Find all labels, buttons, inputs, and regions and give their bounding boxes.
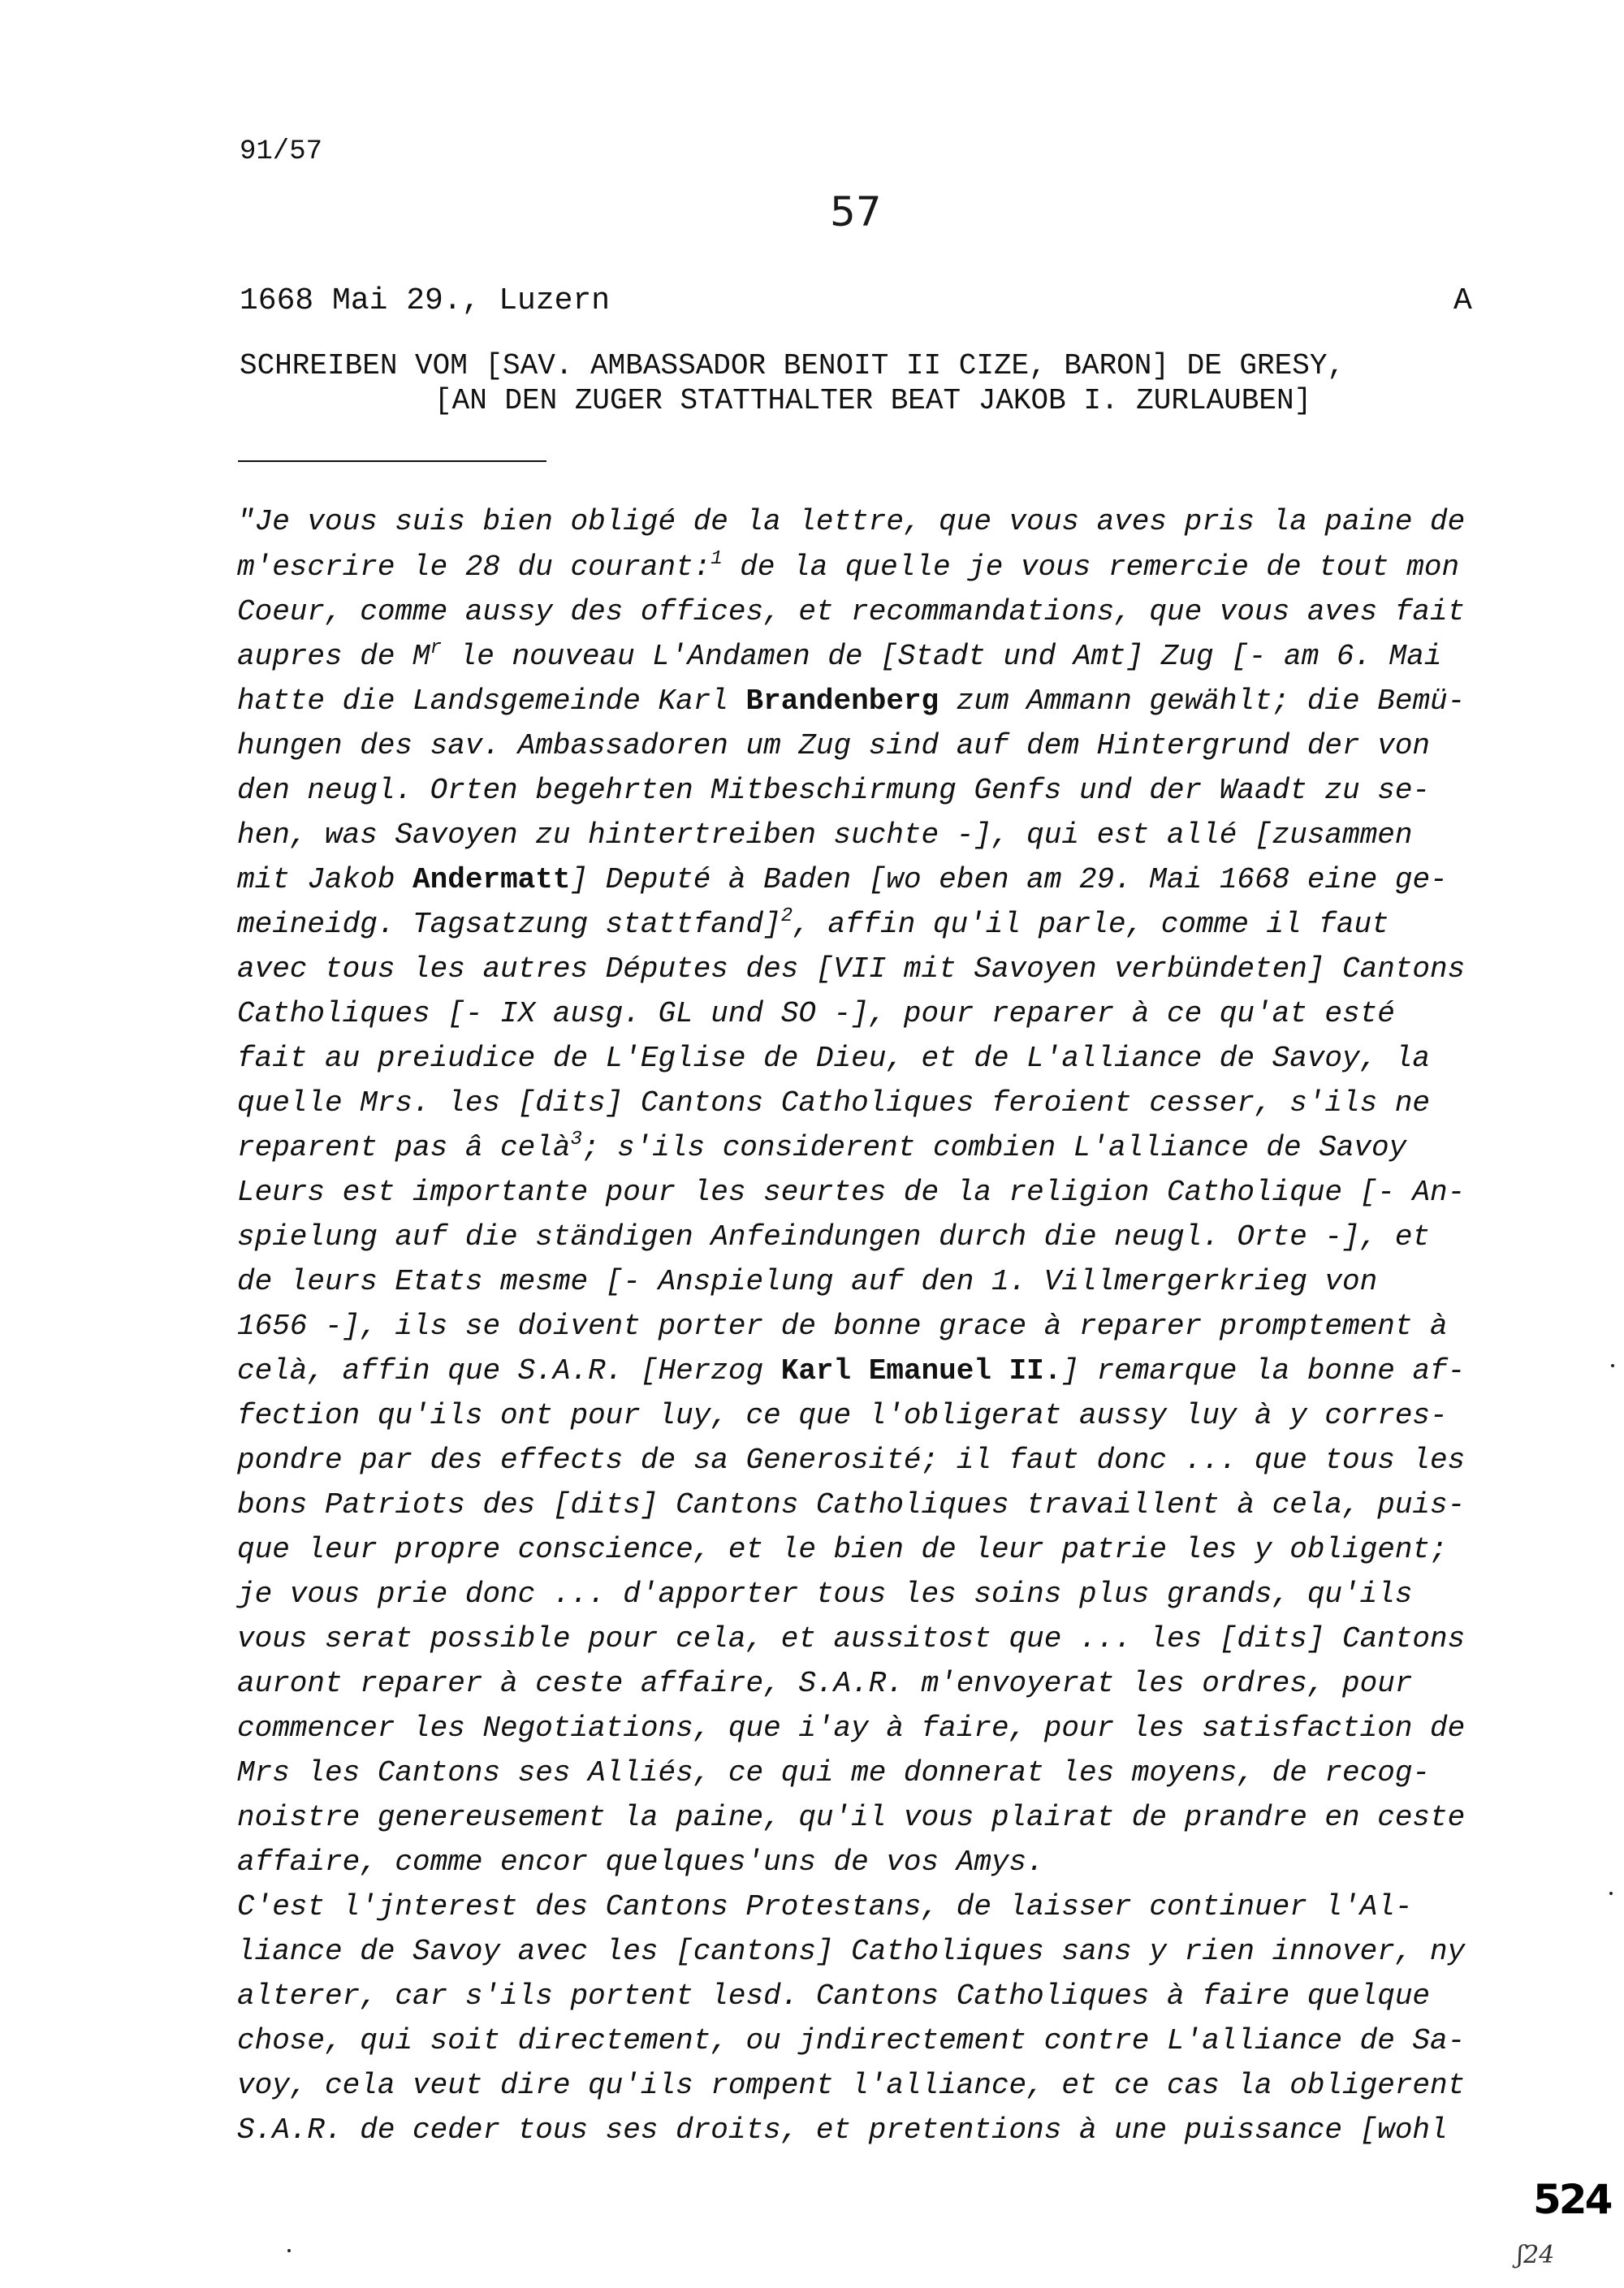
body-line: que leur propre conscience, et le bien de leur patrie les y obligent; (237, 1533, 1448, 1566)
person-name: Karl Emanuel II. (780, 1354, 1062, 1388)
body-line: 1656 -], ils se doivent porter de bonne grace à reparer promptement à (237, 1310, 1448, 1343)
body-line: m'escrire le 28 du courant:$^1$ de la quelle je vous remercie de tout mon (237, 548, 1460, 584)
date-place-line: 1668 Mai 29., Luzern (240, 283, 611, 318)
scan-speck (1609, 1892, 1613, 1895)
body-line: liance de Savoy avec les [cantons] Catholiques sans y rien innover, ny (237, 1935, 1466, 1968)
body-line: celà, affin que S.A.R. [Herzog Karl Emanuel II.] remarque la bonne af- (237, 1354, 1466, 1388)
body-line: de leurs Etats mesme [- Anspielung auf den 1. Villmergerkrieg von (237, 1265, 1378, 1298)
document-title-line-2: [AN DEN ZUGER STATTHALTER BEAT JAKOB I. ZURLAUBEN] (434, 384, 1312, 417)
archive-stamp-number: 524 (1533, 2176, 1611, 2223)
body-line: noistre genereusement la paine, qu'il vous plairat de prandre en ceste (237, 1801, 1466, 1834)
handwritten-folio-number: ʃ24 (1517, 2241, 1555, 2269)
footnote-marker: 3 (570, 1129, 582, 1150)
superscript: r (430, 637, 443, 659)
body-line: Mrs les Cantons ses Alliés, ce qui me donnerat les moyens, de recog- (237, 1756, 1431, 1789)
footnote-marker: 2 (780, 905, 793, 927)
body-line: Coeur, comme aussy des offices, et recommandations, que vous aves fait (237, 595, 1466, 628)
body-line: spielung auf die ständigen Anfeindungen durch die neugl. Orte -], et (237, 1220, 1431, 1254)
body-line: quelle Mrs. les [dits] Cantons Catholiques feroient cesser, s'ils ne (237, 1086, 1431, 1120)
body-line: Catholiques [- IX ausg. GL und SO -], pour reparer à ce qu'at esté (237, 997, 1395, 1030)
body-line: voy, cela veut dire qu'ils rompent l'alliance, et ce cas la obligerent (237, 2069, 1466, 2102)
body-line: meineidg. Tagsatzung stattfand]$^2$, affin qu'il parle, comme il faut (237, 905, 1389, 941)
body-line: pondre par des effects de sa Generosité; il faut donc ... que tous les (237, 1444, 1466, 1477)
body-line: je vous prie donc ... d'apporter tous les soins plus grands, qu'ils (237, 1578, 1413, 1611)
page-id: 91/57 (240, 136, 323, 167)
body-line: auront reparer à ceste affaire, S.A.R. m'envoyerat les ordres, pour (237, 1667, 1413, 1700)
title-divider-rule (238, 460, 546, 462)
person-name: Andermatt (412, 863, 571, 896)
body-line: hen, was Savoyen zu hintertreiben suchte -], qui est allé [zusammen (237, 818, 1413, 852)
body-line: den neugl. Orten begehrten Mitbeschirmung Genfs und der Waadt zu se- (237, 774, 1431, 807)
document-title-line-1: SCHREIBEN VOM [SAV. AMBASSADOR BENOIT II CIZE, BARON] DE GRESY, (240, 349, 1345, 382)
scan-speck (1611, 1364, 1614, 1367)
body-line: hatte die Landsgemeinde Karl Brandenberg zum Ammann gewählt; die Bemü- (237, 684, 1466, 718)
person-name: Brandenberg (745, 684, 939, 718)
body-line: avec tous les autres Députes des [VII mit Savoyen verbündeten] Cantons (237, 952, 1466, 986)
body-line: alterer, car s'ils portent lesd. Cantons Catholiques à faire quelque (237, 1979, 1431, 2013)
body-line: chose, qui soit directement, ou jndirectement contre L'alliance de Sa- (237, 2024, 1466, 2057)
body-line: affaire, comme encor quelques'uns de vos Amys. (237, 1846, 1044, 1879)
body-line: bons Patriots des [dits] Cantons Catholiques travaillent à cela, puis- (237, 1488, 1466, 1522)
body-line: fection qu'ils ont pour luy, ce que l'obligerat aussy luy à y corres- (237, 1399, 1448, 1432)
body-line: reparent pas â celà$^3$; s'ils considerent combien L'alliance de Savoy (237, 1129, 1407, 1164)
scan-speck (287, 2249, 291, 2252)
body-line: C'est l'jnterest des Cantons Protestans, de laisser continuer l'Al- (237, 1890, 1413, 1923)
body-line: S.A.R. de ceder tous ses droits, et pretentions à une puissance [wohl (237, 2113, 1448, 2147)
footnote-marker: 1 (710, 548, 723, 570)
body-line: mit Jakob Andermatt] Deputé à Baden [wo eben am 29. Mai 1668 eine ge- (237, 863, 1448, 896)
body-line: vous serat possible pour cela, et aussitost que ... les [dits] Cantons (237, 1622, 1466, 1656)
document-type-letter: A (1453, 283, 1472, 318)
body-line: "Je vous suis bien obligé de la lettre, que vous aves pris la paine de (237, 505, 1466, 538)
body-line: aupres de $M^r$ le nouveau L'Andamen de [Stadt und Amt] Zug [- am 6. Mai (237, 637, 1442, 673)
body-line: hungen des sav. Ambassadoren um Zug sind auf dem Hintergrund der von (237, 729, 1431, 762)
body-line: fait au preiudice de L'Eglise de Dieu, et de L'alliance de Savoy, la (237, 1042, 1431, 1075)
body-line: Leurs est importante pour les seurtes de la religion Catholique [- An- (237, 1176, 1466, 1209)
page-number: 57 (830, 188, 882, 235)
body-line: commencer les Negotiations, que i'ay à faire, pour les satisfaction de (237, 1712, 1466, 1745)
